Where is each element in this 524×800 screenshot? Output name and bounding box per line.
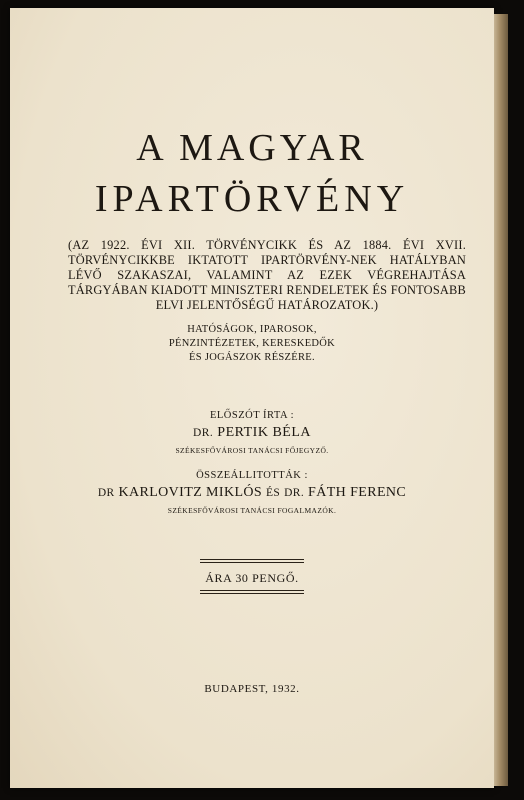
page-edge xyxy=(494,14,508,786)
title-page xyxy=(10,8,494,788)
price-rule-top xyxy=(200,559,304,560)
foreword-author-title: DR. xyxy=(192,427,214,439)
foreword-author xyxy=(10,425,494,441)
compilers-prefix: ÖSSZEÁLLITOTTÁK : xyxy=(196,470,308,481)
subtitle: (AZ 1922. ÉVI XII. TÖRVÉNYCIKK ÉS AZ 1884. ÉVI XVII. TÖRVÉNYCIKKBE IKTATOTT IPARTÖRVÉNY-NEK HATÁLYBAN LÉVŐ SZAKASZAI, VALAMINT AZ EZEK VÉGREHAJTÁSA TÁRGYÁBAN KIADOTT MINISZTERI RENDELETEK ÉS FONTOSABB ELVI JELENTŐSÉGŰ HATÁROZATOK.) xyxy=(68,238,466,312)
compiler-2-title: DR. xyxy=(284,487,305,499)
title-line-2: IPARTÖRVÉNY xyxy=(94,178,410,220)
audience-line-2: PÉNZINTÉZETEK, KERESKEDŐK xyxy=(168,338,336,349)
price-rule-bottom xyxy=(200,590,304,591)
foreword-prefix: ELŐSZÓT ÍRTA : xyxy=(209,410,295,421)
compilers-role: SZÉKESFŐVÁROSI TANÁCSI FOGALMAZÓK. xyxy=(167,506,337,515)
audience-line-3: ÉS JOGÁSZOK RÉSZÉRE. xyxy=(189,352,315,363)
imprint: BUDAPEST, 1932. xyxy=(204,683,300,695)
compiler-1-title: DR xyxy=(97,487,115,499)
audience xyxy=(10,323,494,365)
title-line-1: A MAGYAR xyxy=(136,127,368,169)
price-rule-top-2 xyxy=(200,562,304,563)
compiler-2-name: FÁTH FERENC xyxy=(308,485,407,500)
foreword-author-name: PERTIK BÉLA xyxy=(217,425,312,440)
price: ÁRA 30 PENGŐ. xyxy=(205,571,299,585)
compiler-1-name: KARLOVITZ MIKLÓS xyxy=(118,485,263,500)
audience-line-1: HATÓSÁGOK, IPAROSOK, xyxy=(187,324,317,335)
compilers-conjunction: ÉS xyxy=(266,487,281,499)
foreword-author-role: SZÉKESFŐVÁROSI TANÁCSI FŐJEGYZŐ. xyxy=(175,446,329,455)
price-rule-bottom-2 xyxy=(200,593,304,594)
compilers-names xyxy=(10,485,494,501)
